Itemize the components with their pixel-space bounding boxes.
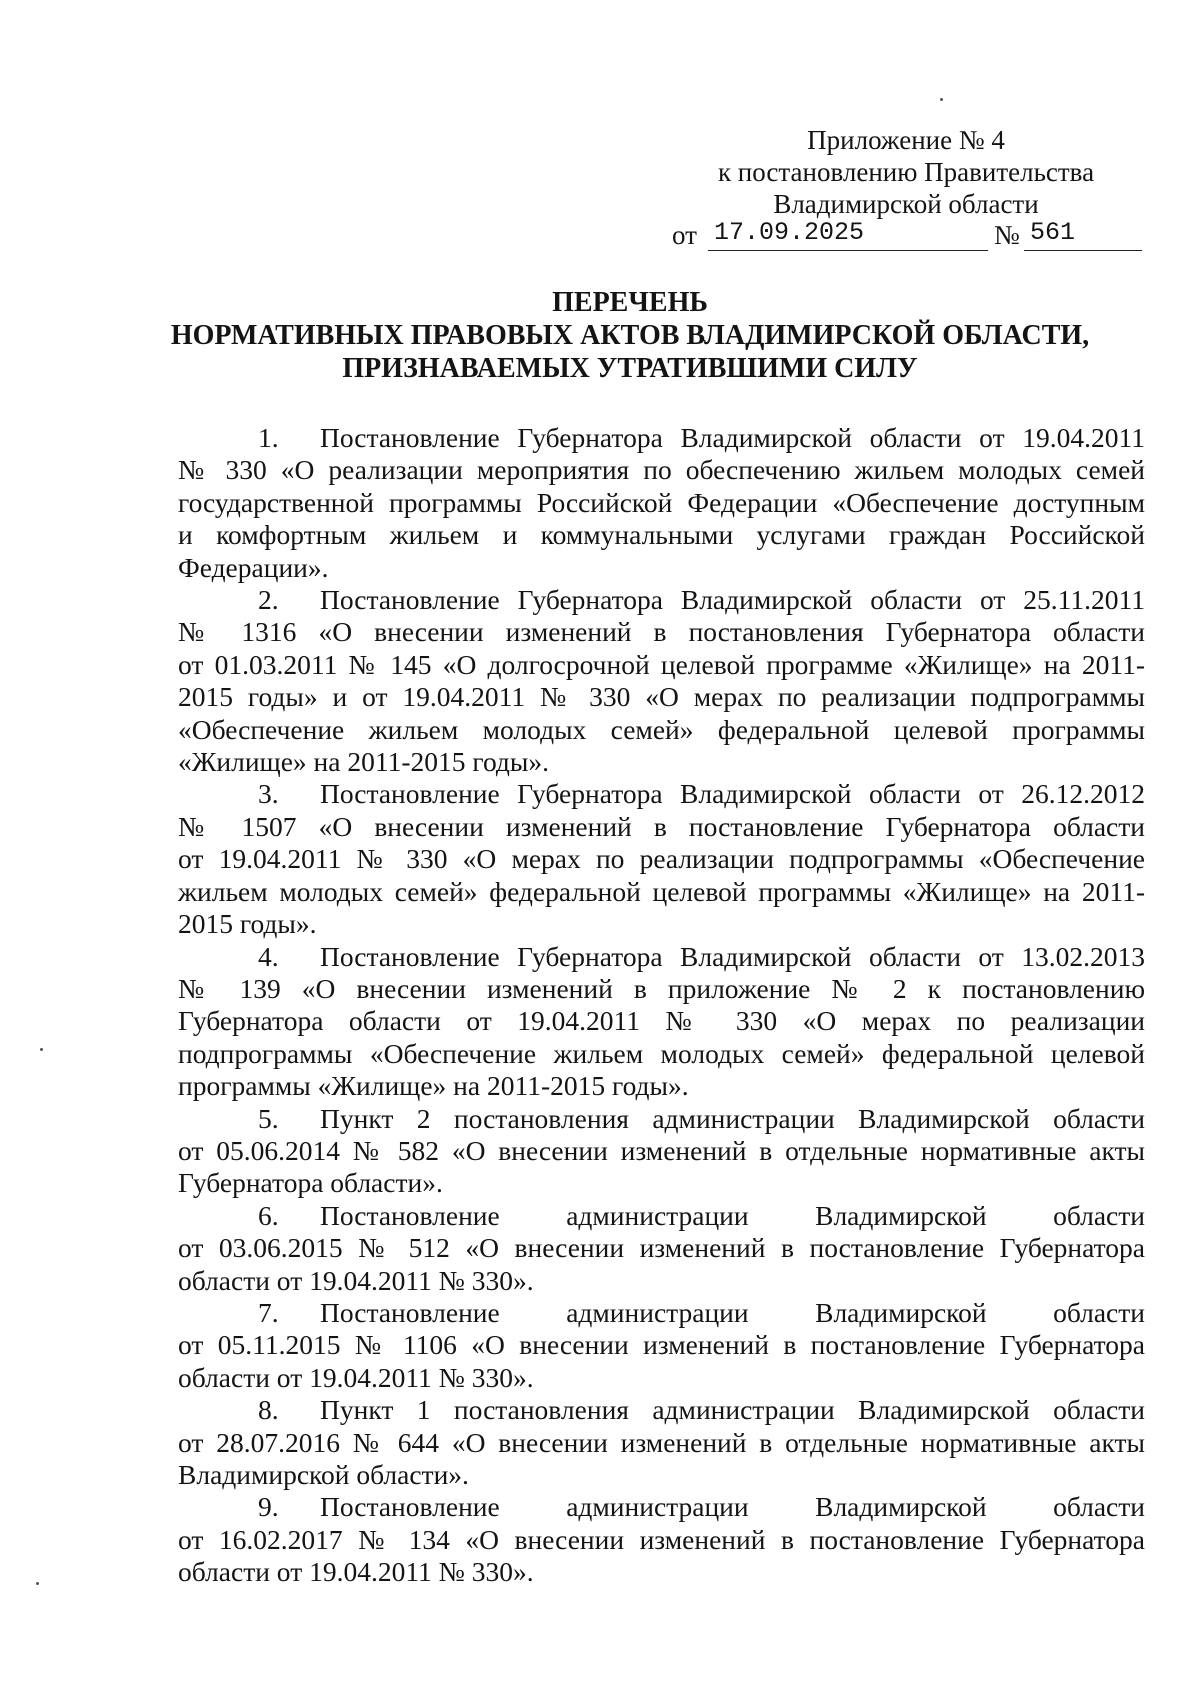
item-text: Пункт 2 постановления администрации Владимирской области	[320, 1102, 1145, 1134]
item-line: Федерации».	[178, 551, 329, 583]
number-sign: №	[994, 220, 1020, 250]
item-text: Постановление Губернатора Владимирской области от 26.12.2012	[320, 778, 1145, 810]
item-text: Пункт 1 постановления администрации Владимирской области	[320, 1394, 1145, 1426]
date-field	[708, 220, 988, 251]
item-line	[178, 778, 1145, 810]
date-prefix: от	[672, 220, 697, 250]
list-item	[178, 1491, 1145, 1588]
item-line: Губернатора области».	[178, 1167, 443, 1199]
appendix-reference: к постановлению Правительства	[717, 157, 1095, 187]
item-line: от 28.07.2016 № 644 «О внесении изменений в отдельные нормативные акты	[178, 1426, 1145, 1458]
item-line	[178, 422, 1145, 454]
item-line: № 139 «О внесении изменений в приложение № 2 к постановлению	[178, 972, 1145, 1004]
item-line: от 19.04.2011 № 330 «О мерах по реализации подпрограммы «Обеспечение	[178, 843, 1145, 875]
appendix-region: Владимирской области	[773, 189, 1039, 219]
item-text: Постановление администрации Владимирской области	[320, 1491, 1145, 1523]
resolution-date-number	[672, 220, 1142, 254]
item-line	[178, 1297, 1145, 1329]
scan-speck	[40, 1048, 43, 1051]
list-item	[178, 1103, 1145, 1200]
title-line-1: ПЕРЕЧЕНЬ	[552, 287, 708, 318]
item-line: области от 19.04.2011 № 330».	[178, 1361, 534, 1393]
item-line: № 330 «О реализации мероприятия по обеспечению жильем молодых семей	[178, 454, 1145, 486]
item-line: и комфортным жильем и коммунальными услугами граждан Российской	[178, 519, 1145, 551]
item-line: 2015 годы» и от 19.04.2011 № 330 «О мерах по реализации подпрограммы	[178, 681, 1145, 713]
item-line: от 03.06.2015 № 512 «О внесении изменений в постановление Губернатора	[178, 1232, 1145, 1264]
item-line: от 16.02.2017 № 134 «О внесении изменений в постановление Губернатора	[178, 1523, 1145, 1555]
item-line: от 05.06.2014 № 582 «О внесении изменений в отдельные нормативные акты	[178, 1134, 1145, 1166]
appendix-block	[690, 124, 1122, 220]
item-text: Постановление Губернатора Владимирской области от 13.02.2013	[320, 940, 1145, 972]
scan-speck	[940, 98, 943, 101]
item-line: области от 19.04.2011 № 330».	[178, 1556, 534, 1588]
item-line: № 1507 «О внесении изменений в постановление Губернатора области	[178, 810, 1145, 842]
item-line	[178, 1200, 1145, 1232]
item-line: от 01.03.2011 № 145 «О долгосрочной целевой программе «Жилище» на 2011-	[178, 648, 1145, 680]
item-line	[178, 1103, 1145, 1135]
item-text: Постановление администрации Владимирской области	[320, 1199, 1145, 1231]
item-line: № 1316 «О внесении изменений в постановления Губернатора области	[178, 616, 1145, 648]
item-line	[178, 584, 1145, 616]
item-line	[178, 941, 1145, 973]
list-item	[178, 1297, 1145, 1394]
acts-list	[178, 422, 1145, 1589]
scan-speck	[36, 1582, 39, 1585]
item-line: жильем молодых семей» федеральной целевой программы «Жилище» на 2011-	[178, 875, 1145, 907]
item-line: Губернатора области от 19.04.2011 № 330 «О мерах по реализации	[178, 1005, 1145, 1037]
item-line: области от 19.04.2011 № 330».	[178, 1264, 534, 1296]
item-line: «Обеспечение жильем молодых семей» федеральной целевой программы	[178, 713, 1145, 745]
list-item	[178, 422, 1145, 584]
item-text: Постановление Губернатора Владимирской области от 25.11.2011	[320, 584, 1145, 616]
item-line: от 05.11.2015 № 1106 «О внесении изменений в постановление Губернатора	[178, 1329, 1145, 1361]
document-title	[120, 286, 1140, 385]
list-item	[178, 941, 1145, 1103]
item-text: Постановление администрации Владимирской области	[320, 1296, 1145, 1328]
item-number: 2.	[258, 584, 279, 616]
resolution-date: 17.09.2025	[714, 218, 865, 247]
item-line: Владимирской области».	[178, 1459, 469, 1490]
item-number: 7.	[258, 1296, 279, 1328]
item-number: 5.	[258, 1102, 279, 1134]
item-text: Постановление Губернатора Владимирской области от 19.04.2011	[320, 422, 1145, 453]
title-line-2: НОРМАТИВНЫХ ПРАВОВЫХ АКТОВ ВЛАДИМИРСКОЙ ОБЛАСТИ,	[170, 320, 1090, 351]
item-number: 6.	[258, 1199, 279, 1231]
item-line: подпрограммы «Обеспечение жильем молодых семей» федеральной целевой	[178, 1037, 1145, 1069]
item-number: 4.	[258, 940, 279, 972]
item-line	[178, 1394, 1145, 1426]
item-line: государственной программы Российской Федерации «Обеспечение доступным	[178, 486, 1145, 518]
item-line: «Жилище» на 2011-2015 годы».	[178, 746, 550, 778]
resolution-number: 561	[1030, 218, 1076, 247]
item-number: 1.	[258, 422, 279, 453]
list-item	[178, 584, 1145, 778]
item-number: 9.	[258, 1491, 279, 1523]
item-line: 2015 годы».	[178, 908, 317, 940]
item-line: программы «Жилище» на 2011-2015 годы».	[178, 1070, 689, 1102]
list-item	[178, 778, 1145, 940]
item-number: 8.	[258, 1394, 279, 1426]
number-field	[1024, 220, 1142, 251]
list-item	[178, 1200, 1145, 1297]
list-item	[178, 1394, 1145, 1491]
item-line	[178, 1491, 1145, 1523]
appendix-number: Приложение № 4	[807, 125, 1005, 155]
item-number: 3.	[258, 778, 279, 810]
title-line-3: ПРИЗНАВАЕМЫХ УТРАТИВШИМИ СИЛУ	[342, 353, 918, 384]
